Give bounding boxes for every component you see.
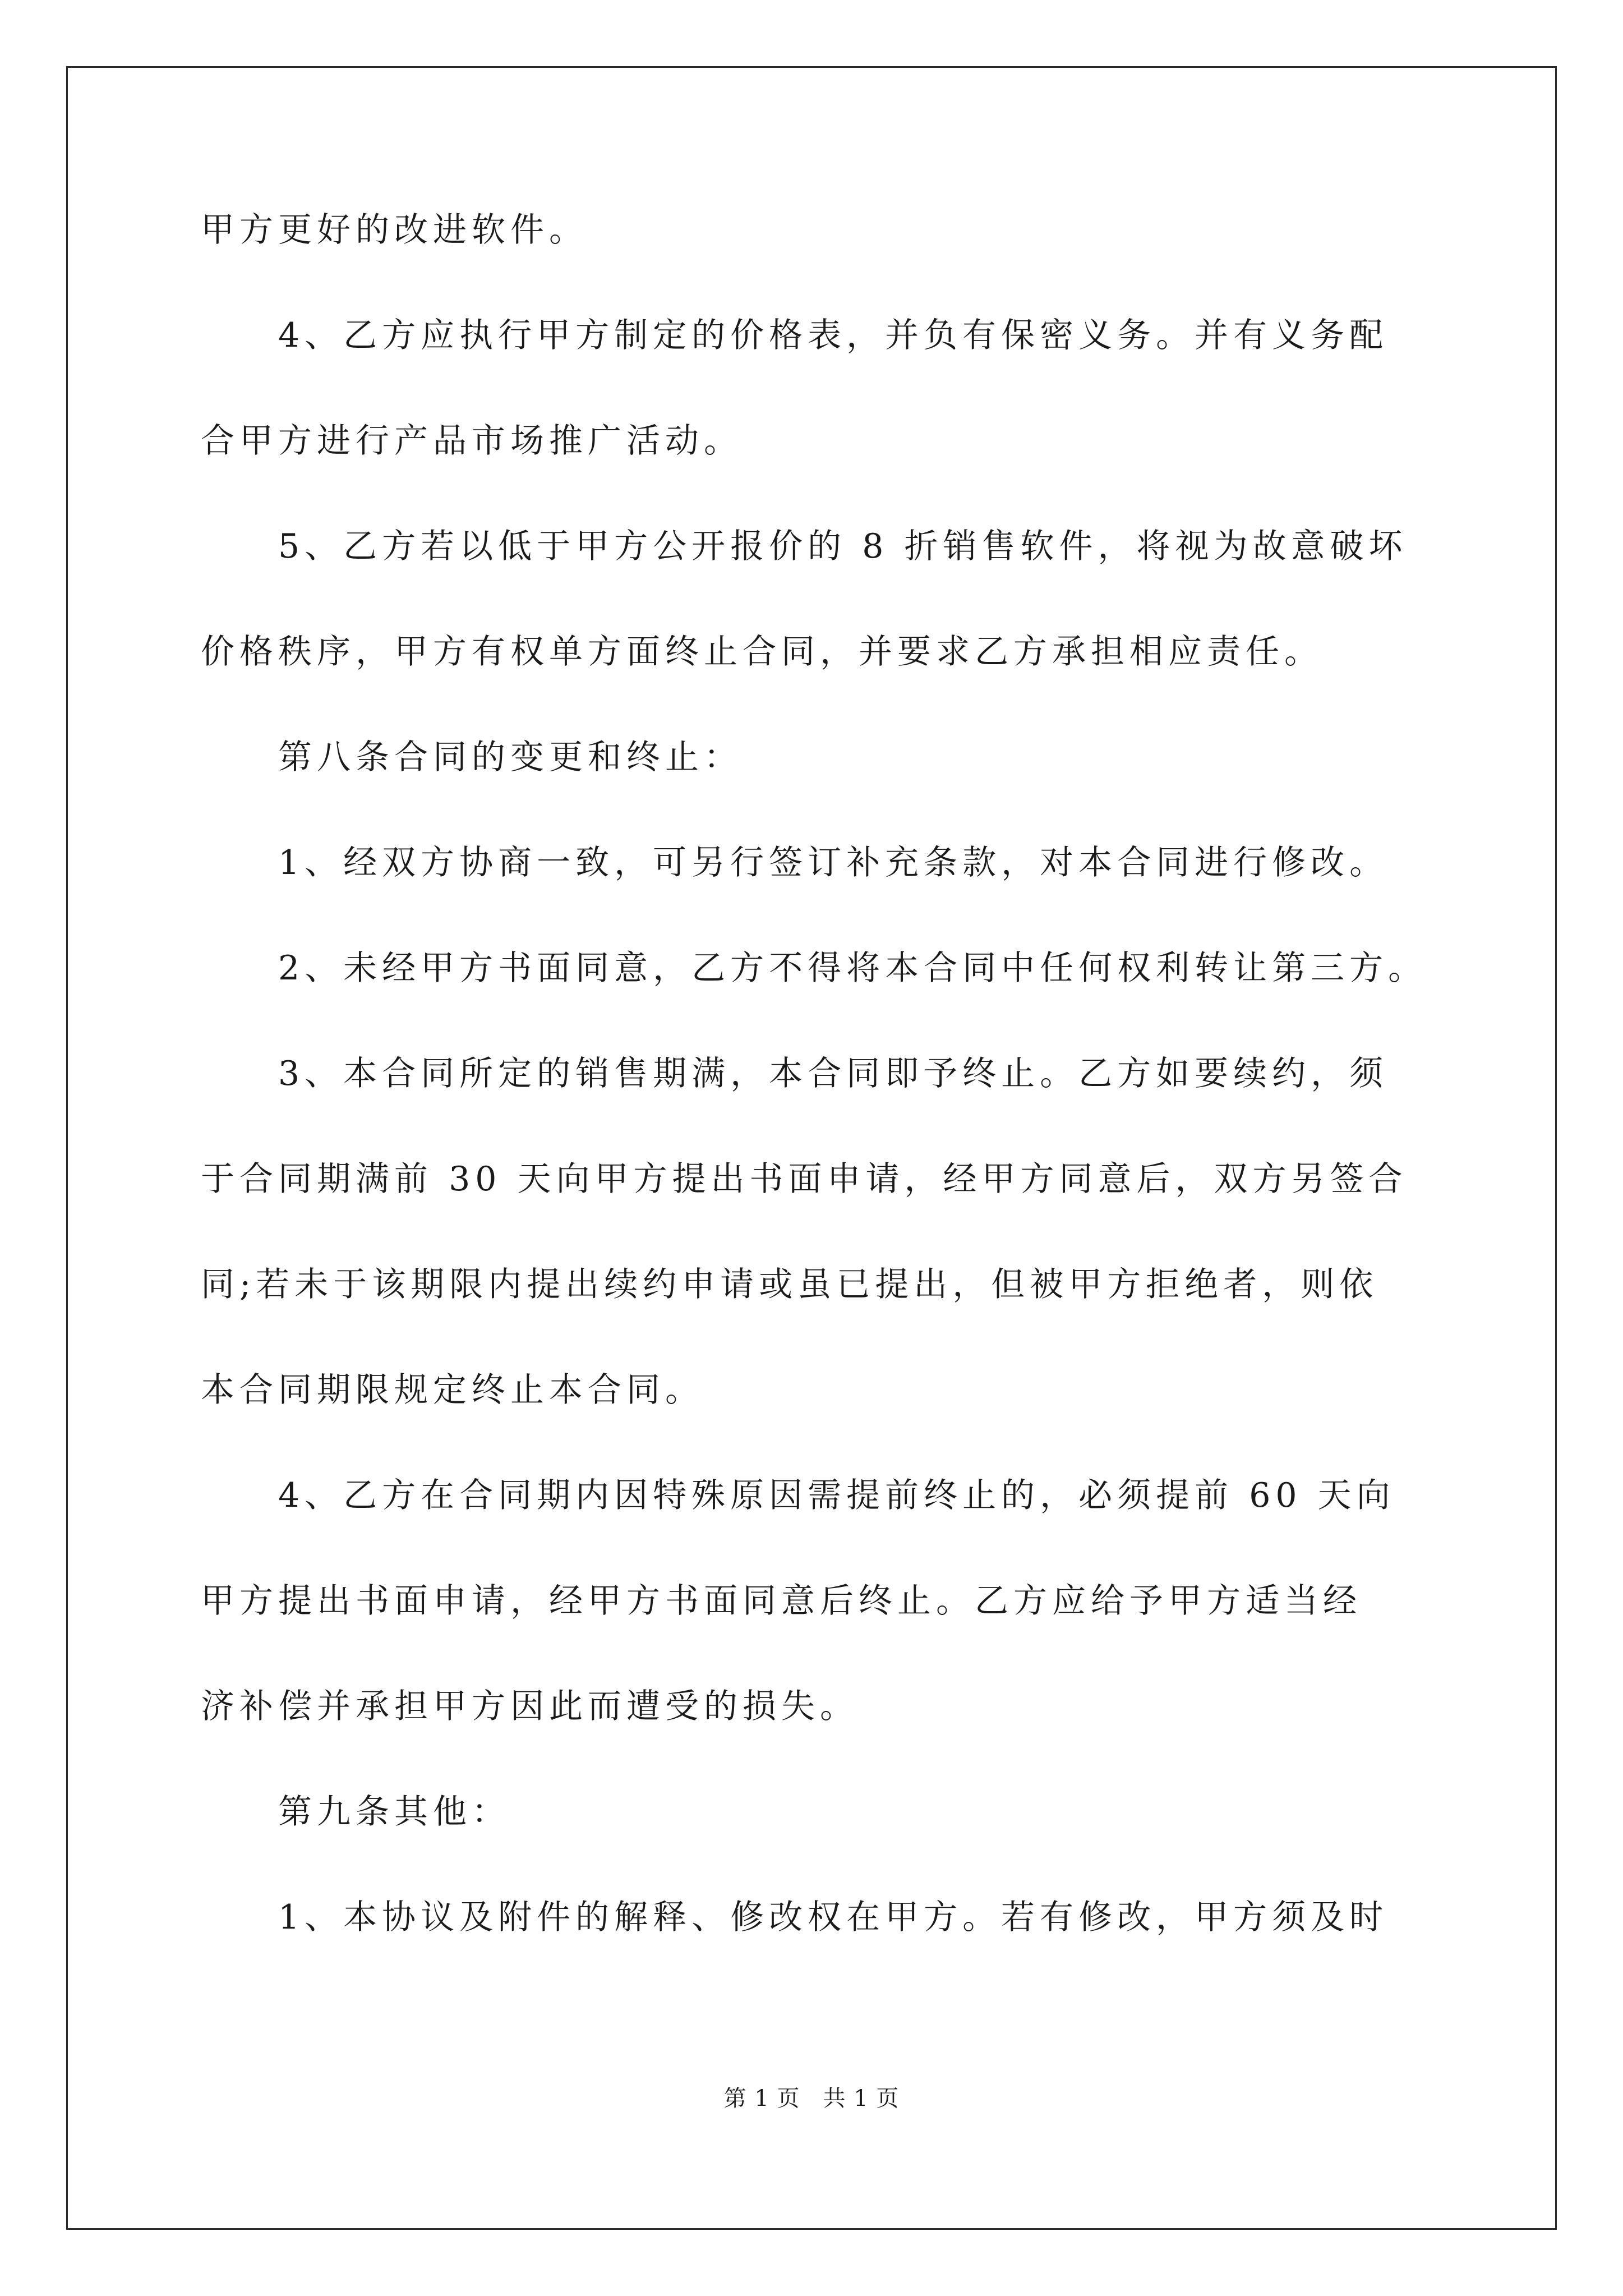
text-line: 1、本协议及附件的解释、修改权在甲方。若有修改，甲方须及时	[201, 1898, 1389, 1937]
text-line: 4、乙方应执行甲方制定的价格表，并负有保密义务。并有义务配	[201, 316, 1389, 355]
section-heading: 第八条合同的变更和终止：	[201, 738, 743, 777]
text-line: 甲方更好的改进软件。	[201, 210, 588, 250]
text-line: 本合同期限规定终止本合同。	[201, 1370, 704, 1410]
text-line: 甲方提出书面申请，经甲方书面同意后终止。乙方应给予甲方适当经	[201, 1581, 1362, 1621]
text-line: 4、乙方在合同期内因特殊原因需提前终止的，必须提前 60 天向	[201, 1476, 1395, 1515]
text-line: 同;若未于该期限内提出续约申请或虽已提出，但被甲方拒绝者，则依	[201, 1265, 1378, 1304]
section-heading: 第九条其他：	[201, 1792, 510, 1832]
text-line: 1、经双方协商一致，可另行签订补充条款，对本合同进行修改。	[201, 843, 1389, 882]
text-line: 济补偿并承担甲方因此而遭受的损失。	[201, 1687, 859, 1726]
text-line: 价格秩序，甲方有权单方面终止合同，并要求乙方承担相应责任。	[201, 632, 1323, 671]
text-line: 5、乙方若以低于甲方公开报价的 8 折销售软件，将视为故意破坏	[201, 527, 1408, 566]
text-line: 3、本合同所定的销售期满，本合同即予终止。乙方如要续约，须	[201, 1054, 1389, 1093]
page-number: 第 1 页 共 1 页	[723, 2086, 900, 2111]
text-line: 2、未经甲方书面同意，乙方不得将本合同中任何权利转让第三方。	[201, 949, 1427, 988]
text-line: 于合同期满前 30 天向甲方提出书面申请，经甲方同意后，双方另签合	[201, 1159, 1408, 1199]
text-line: 合甲方进行产品市场推广活动。	[201, 421, 743, 461]
